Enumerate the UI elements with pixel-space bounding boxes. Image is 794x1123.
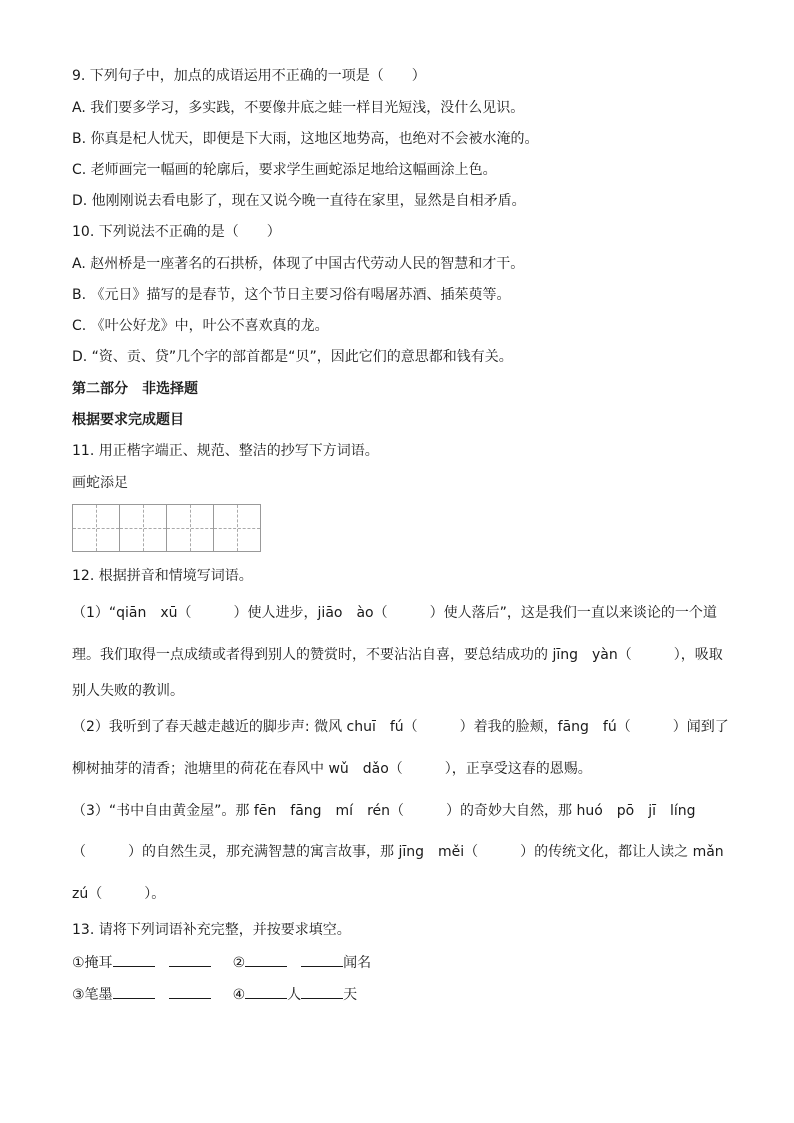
q12-p1-line2: 理。我们取得一点成绩或者得到别人的赞赏时，不要沾沾自喜，要总结成功的 jīng yàn（ ），吸取 <box>72 647 723 663</box>
q12-p3-line1: （3）“书中自由黄金屋”。那 fēn fāng mí rén（ ）的奇妙大自然，那 huó pō jī líng <box>72 803 696 819</box>
writing-cell[interactable] <box>213 504 261 552</box>
answer-blank[interactable] <box>113 985 155 999</box>
q12-p3-line3: zú（ ）。 <box>72 886 166 902</box>
q13-row1 <box>72 953 371 972</box>
q12-p2-line2: 柳树抽芽的清香；池塘里的荷花在春风中 wǔ dǎo（ ），正享受这春的恩赐。 <box>72 761 592 777</box>
q13-item4-mid: 人 <box>287 987 302 1003</box>
answer-blank[interactable] <box>301 985 343 999</box>
q10-stem: 10. 下列说法不正确的是（ ） <box>72 224 281 240</box>
q13-item2: ② <box>232 955 246 971</box>
q12-p1-line1: （1）“qiān xū（ ）使人进步，jiāo ào（ ）使人落后”，这是我们一直以来谈论的一个道 <box>72 605 717 621</box>
q12-stem: 12. 根据拼音和情境写词语。 <box>72 568 253 584</box>
q9-option-a: A. 我们要多学习，多实践，不要像井底之蛙一样目光短浅，没什么见识。 <box>72 100 525 116</box>
q10-option-a: A. 赵州桥是一座著名的石拱桥，体现了中国古代劳动人民的智慧和才干。 <box>72 256 525 272</box>
q12-p1-line3: 别人失败的教训。 <box>72 683 184 699</box>
q12-p3-line2: （ ）的自然生灵，那充满智慧的寓言故事，那 jīng měi（ ）的传统文化，都让人读之 mǎn <box>72 844 724 860</box>
q9-stem: 9. 下列句子中，加点的成语运用不正确的一项是（ ） <box>72 68 426 84</box>
q13-stem: 13. 请将下列词语补充完整，并按要求填空。 <box>72 922 351 938</box>
q11-stem: 11. 用正楷字端正、规范、整洁的抄写下方词语。 <box>72 443 379 459</box>
q13-item3: ③笔墨 <box>72 987 113 1003</box>
q9-option-d: D. 他刚刚说去看电影了，现在又说今晚一直待在家里，显然是自相矛盾。 <box>72 193 526 209</box>
q13-item4-end: 天 <box>343 987 358 1003</box>
q10-option-d: D. “资、贡、贷”几个字的部首都是“贝”，因此它们的意思都和钱有关。 <box>72 349 513 365</box>
q10-option-b: B. 《元日》描写的是春节，这个节日主要习俗有喝屠苏酒、插茱萸等。 <box>72 287 511 303</box>
answer-blank[interactable] <box>113 953 155 967</box>
writing-cell[interactable] <box>72 504 120 552</box>
q13-row2 <box>72 985 357 1004</box>
part2-subtitle: 根据要求完成题目 <box>72 412 184 428</box>
answer-blank[interactable] <box>301 953 343 967</box>
part2-title: 第二部分 非选择题 <box>72 381 198 397</box>
q10-option-c: C. 《叶公好龙》中，叶公不喜欢真的龙。 <box>72 318 329 334</box>
writing-grid <box>72 504 261 552</box>
q9-option-b: B. 你真是杞人忧天，即便是下大雨，这地区地势高，也绝对不会被水淹的。 <box>72 131 539 147</box>
q9-option-c: C. 老师画完一幅画的轮廓后，要求学生画蛇添足地给这幅画涂上色。 <box>72 162 497 178</box>
q13-item1: ①掩耳 <box>72 955 113 971</box>
answer-blank[interactable] <box>169 953 211 967</box>
q13-item2-end: 闻名 <box>343 955 372 971</box>
q11-word: 画蛇添足 <box>72 475 128 491</box>
q13-item4: ④ <box>232 987 246 1003</box>
writing-cell[interactable] <box>166 504 214 552</box>
answer-blank[interactable] <box>169 985 211 999</box>
answer-blank[interactable] <box>245 953 287 967</box>
answer-blank[interactable] <box>245 985 287 999</box>
q12-p2-line1: （2）我听到了春天越走越近的脚步声: 微风 chuī fú（ ）着我的脸颊，fāng fú（ ）闻到了 <box>72 719 729 735</box>
writing-cell[interactable] <box>119 504 167 552</box>
